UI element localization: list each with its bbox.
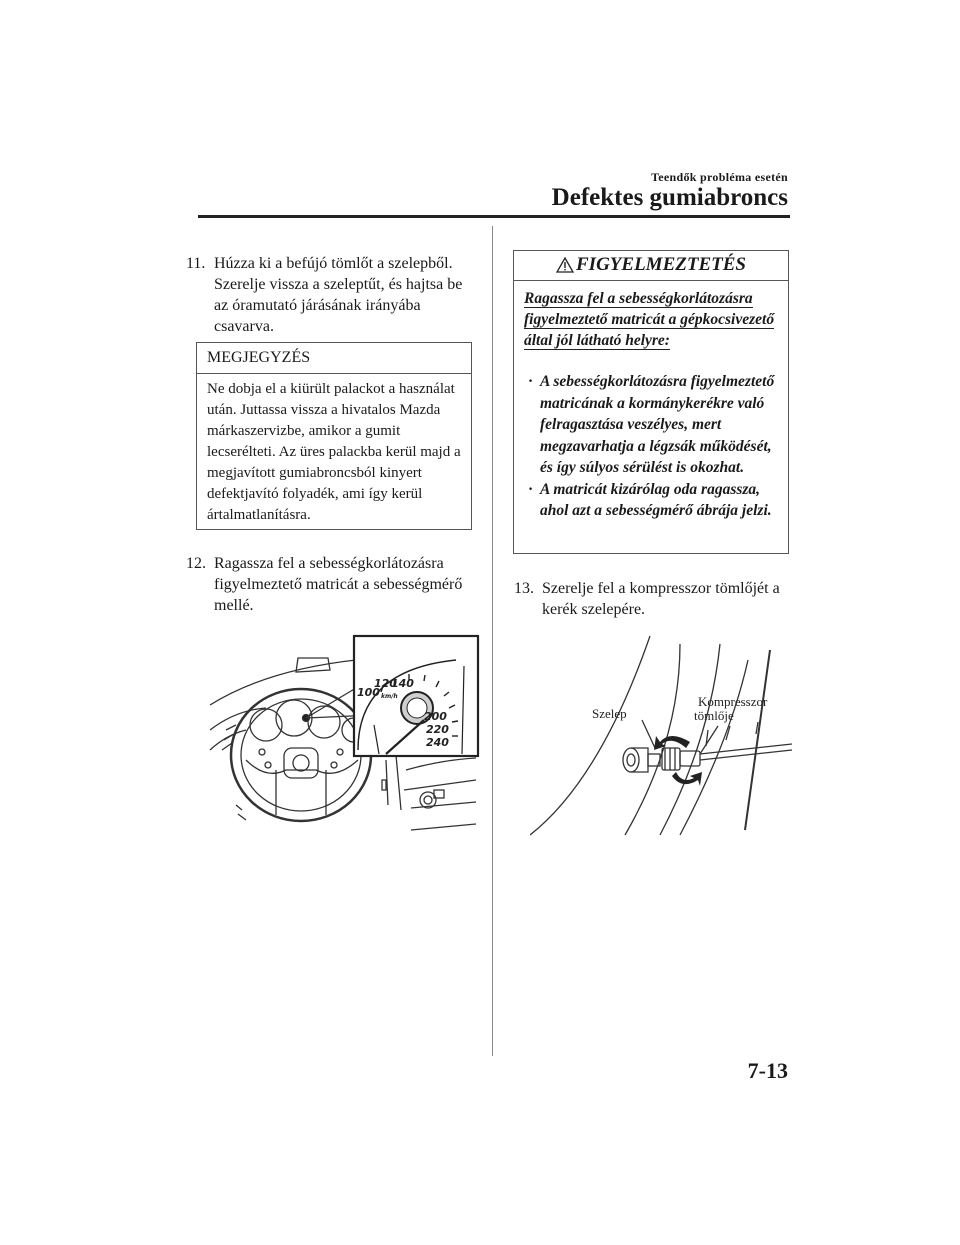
warning-list-item: · A sebességkorlátozásra figyelmeztető matricának a kormánykerékre való felragasztása veszélyes, mert megzavarhatja a légzsák működését, és így súlyos sérülést is okozhat. (528, 373, 775, 476)
step-11 (186, 253, 478, 337)
header-divider (198, 215, 790, 218)
warning-list-item: · A matricát kizárólag oda ragassza, ahol azt a sebességmérő ábrája jelzi. (528, 480, 772, 519)
note-heading: MEGJEGYZÉS (197, 343, 471, 374)
warning-heading (514, 251, 788, 281)
column-divider (492, 226, 493, 1056)
warning-list (524, 371, 780, 522)
speed-label-240: 240 (426, 736, 449, 749)
step-number: 12. (186, 555, 206, 572)
page-number: 7-13 (747, 1058, 788, 1083)
step-13 (514, 578, 794, 620)
section-label: Teendők probléma esetén (651, 170, 788, 184)
note-body: Ne dobja el a kiürült palackot a használat után. Juttassa vissza a hivatalos Mazda márkaszervizbe, amikor a gumit lecserélteti. Az üres palackba kerül majd a megjavított gumiabroncsból kinyert defektjavító folyadék, ami így kerül ártalmatlanításra. (207, 381, 461, 523)
warning-item-text: A matricát kizárólag oda ragassza, ahol azt a sebességmérő ábrája jelzi. (540, 480, 772, 519)
warning-triangle-icon (556, 257, 574, 279)
warning-intro-text: Ragassza fel a sebességkorlátozásra figyelmeztető matricát a gépkocsivezető által jól látható helyre: (524, 290, 775, 349)
speed-label-120: 120 (374, 677, 397, 690)
valve-label: Szelep (592, 706, 627, 721)
note-box (196, 342, 472, 530)
page-title: Defektes gumiabroncs (551, 184, 788, 211)
warning-intro (524, 288, 778, 351)
step-number: 11. (186, 255, 206, 272)
warning-heading-text: FIGYELMEZTETÉS (576, 254, 746, 275)
hose-label-line2: tömlője (694, 708, 734, 723)
dashboard-speedometer-figure (206, 630, 480, 834)
hose-label-line1: Kompresszor (698, 694, 768, 709)
valve-compressor-figure (530, 630, 794, 840)
step-text: Húzza ki a befújó tömlőt a szelepből. Szerelje vissza a szeleptűt, és hajtsa be az óramutató járásának irányába csavarva. (214, 255, 463, 335)
warning-box (513, 250, 789, 554)
speed-label-140: 140 (391, 677, 414, 690)
warning-item-text: A sebességkorlátozásra figyelmeztető matricának a kormánykerékre való felragasztása veszélyes, mert megzavarhatja a légzsák működését, és így súlyos sérülést is okozhat. (540, 373, 775, 476)
speed-label-200: 200 (424, 710, 447, 723)
speed-label-220: 220 (426, 723, 449, 736)
step-12 (186, 553, 478, 616)
step-number: 13. (514, 580, 534, 597)
speed-unit: km/h (381, 693, 398, 700)
step-text: Ragassza fel a sebességkorlátozásra figyelmeztető matricát a sebességmérő mellé. (214, 555, 463, 614)
step-text: Szerelje fel a kompresszor tömlőjét a kerék szelepére. (542, 580, 780, 618)
speed-label-100: 100 (357, 686, 380, 699)
